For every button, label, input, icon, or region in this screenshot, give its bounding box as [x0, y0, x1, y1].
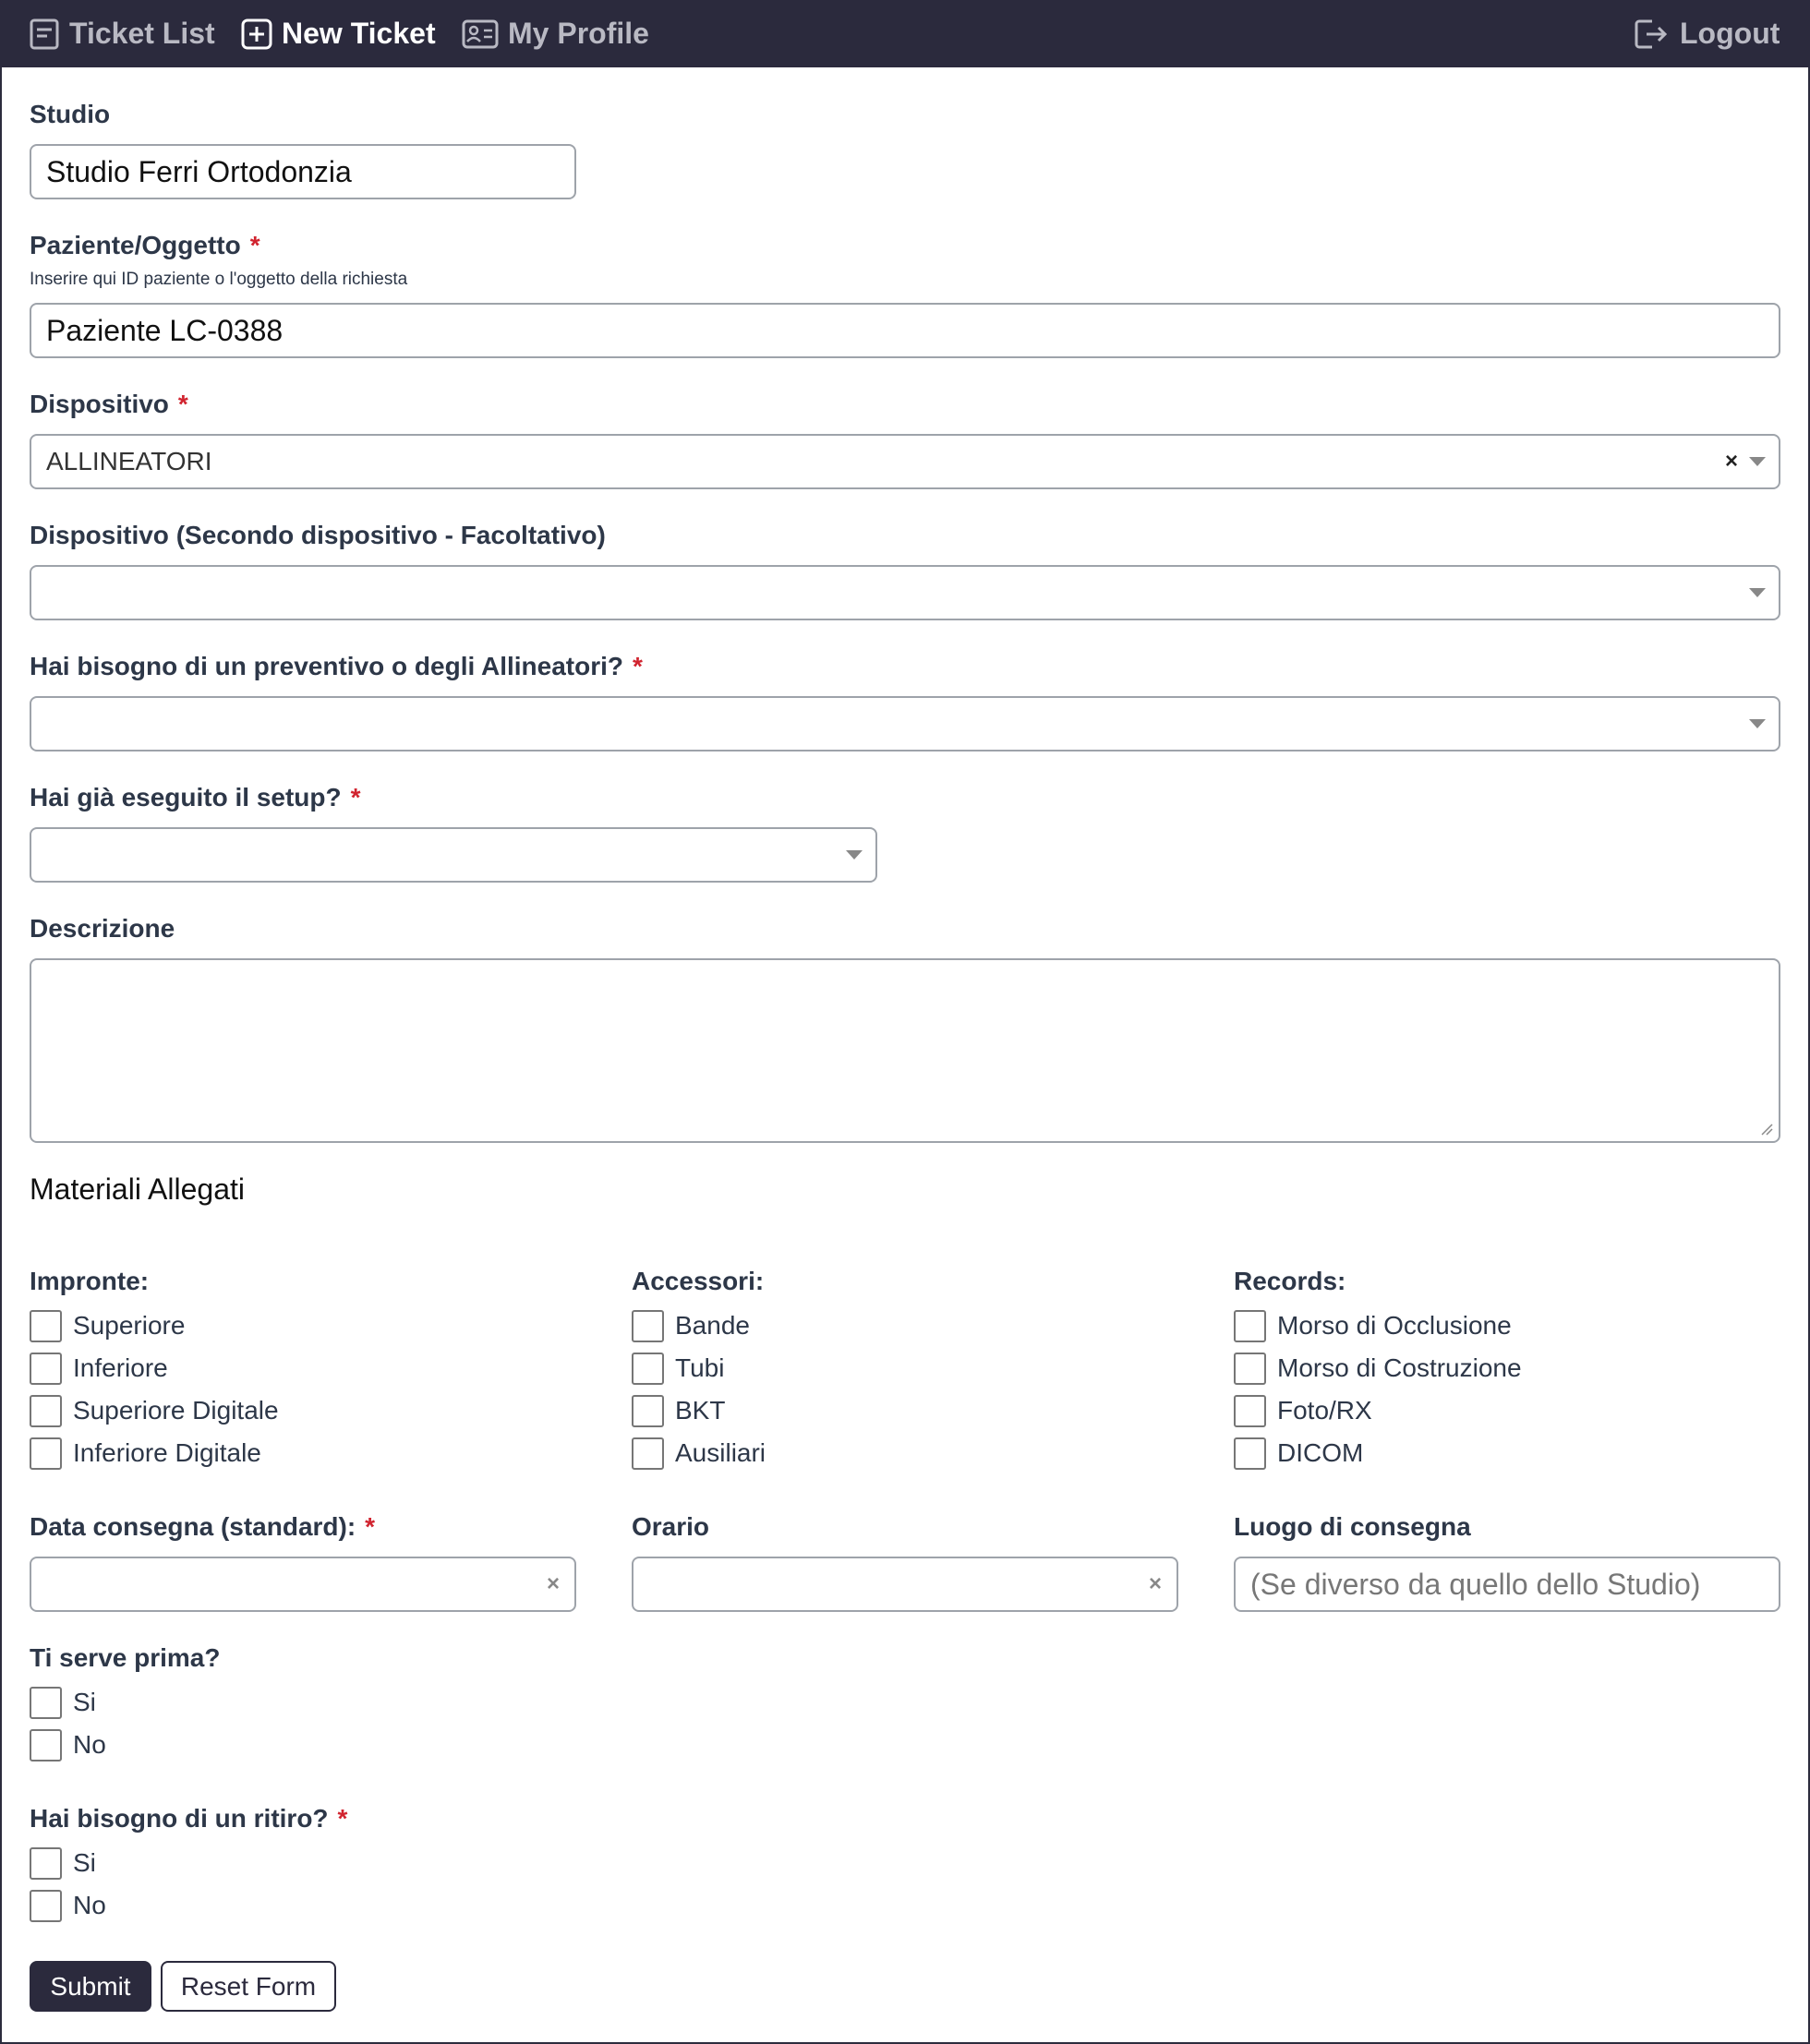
clear-icon[interactable]: ×: [1724, 449, 1738, 474]
new-ticket-icon: [241, 18, 272, 50]
checkbox[interactable]: [30, 1437, 62, 1470]
checkbox-label: Si: [73, 1848, 96, 1877]
setup-select[interactable]: [30, 827, 877, 883]
data-consegna-label: Data consegna (standard): *: [30, 1512, 376, 1541]
materiali-section-title: Materiali Allegati: [30, 1172, 245, 1206]
dispositivo-label: Dispositivo *: [30, 390, 188, 418]
luogo-label: Luogo di consegna: [1234, 1512, 1471, 1541]
checkbox-row[interactable]: [30, 1437, 261, 1470]
reset-form-button[interactable]: Reset Form: [161, 1961, 336, 2012]
required-marker: *: [177, 390, 188, 418]
profile-card-icon: [462, 18, 499, 50]
checkbox[interactable]: [1234, 1395, 1266, 1427]
checkbox-row[interactable]: [30, 1352, 168, 1385]
checkbox[interactable]: [1234, 1437, 1266, 1470]
checkbox-row[interactable]: [1234, 1309, 1512, 1342]
required-marker: *: [365, 1512, 376, 1541]
checkbox-label: No: [73, 1730, 106, 1759]
navbar: [0, 0, 1810, 67]
orario-label: Orario: [632, 1512, 710, 1541]
orario-input[interactable]: [632, 1557, 1178, 1612]
required-marker: *: [337, 1804, 348, 1833]
nav-new-ticket-label: New Ticket: [282, 17, 436, 50]
paziente-label: Paziente/Oggetto *: [30, 231, 260, 259]
studio-input[interactable]: [30, 144, 576, 199]
paziente-input[interactable]: [30, 303, 1780, 358]
paziente-value: Paziente LC-0388: [46, 313, 284, 347]
dispositivo2-label: Dispositivo (Secondo dispositivo - Facoltativo): [30, 521, 606, 549]
checkbox-label: Superiore Digitale: [73, 1396, 279, 1425]
ticket-list-icon: [29, 18, 60, 50]
checkbox[interactable]: [30, 1729, 62, 1761]
checkbox-label: Superiore: [73, 1311, 186, 1340]
nav-ticket-list[interactable]: [29, 0, 215, 67]
checkbox[interactable]: [632, 1353, 664, 1385]
checkbox-row[interactable]: [632, 1309, 750, 1342]
checkbox-row[interactable]: [1234, 1394, 1372, 1427]
chevron-down-icon: [846, 850, 863, 860]
accessori-title: Accessori:: [632, 1267, 765, 1295]
checkbox-label: Bande: [675, 1311, 750, 1340]
checkbox-row[interactable]: [30, 1889, 106, 1922]
chevron-down-icon: [1749, 588, 1766, 597]
nav-my-profile[interactable]: [462, 0, 649, 67]
dispositivo-value: ALLINEATORI: [46, 447, 212, 475]
records-title: Records:: [1234, 1267, 1346, 1295]
checkbox[interactable]: [632, 1437, 664, 1470]
dispositivo-select[interactable]: [30, 434, 1780, 489]
checkbox-label: Morso di Costruzione: [1277, 1353, 1522, 1382]
dispositivo2-select[interactable]: [30, 565, 1780, 620]
checkbox-row[interactable]: [30, 1686, 96, 1719]
nav-my-profile-label: My Profile: [508, 17, 649, 50]
clear-icon[interactable]: ×: [546, 1571, 560, 1596]
checkbox-label: Ausiliari: [675, 1438, 766, 1467]
luogo-placeholder: (Se diverso da quello dello Studio): [1250, 1567, 1701, 1601]
studio-label: Studio: [30, 100, 111, 128]
checkbox[interactable]: [30, 1890, 62, 1922]
data-consegna-input[interactable]: [30, 1557, 576, 1612]
checkbox-row[interactable]: [30, 1846, 96, 1880]
checkbox-row[interactable]: [30, 1728, 106, 1761]
chevron-down-icon: [1749, 719, 1766, 728]
nav-logout-label: Logout: [1680, 17, 1780, 50]
checkbox-label: Inferiore Digitale: [73, 1438, 261, 1467]
checkbox[interactable]: [1234, 1353, 1266, 1385]
nav-ticket-list-label: Ticket List: [69, 17, 215, 50]
resize-handle-icon[interactable]: [1760, 1123, 1773, 1136]
clear-icon[interactable]: ×: [1148, 1571, 1162, 1596]
checkbox-row[interactable]: [632, 1437, 766, 1470]
checkbox[interactable]: [1234, 1310, 1266, 1342]
checkbox-row[interactable]: [1234, 1352, 1522, 1385]
checkbox-label: BKT: [675, 1396, 726, 1425]
nav-new-ticket[interactable]: [241, 0, 436, 67]
required-marker: *: [249, 231, 260, 259]
checkbox-label: Si: [73, 1688, 96, 1716]
checkbox[interactable]: [30, 1847, 62, 1880]
checkbox-row[interactable]: [30, 1394, 279, 1427]
paziente-help-text: Inserire qui ID paziente o l'oggetto della richiesta: [30, 270, 408, 289]
checkbox-label: DICOM: [1277, 1438, 1364, 1467]
nav-logout[interactable]: [1634, 0, 1780, 67]
checkbox-label: Foto/RX: [1277, 1396, 1372, 1425]
descrizione-textarea[interactable]: [30, 958, 1780, 1143]
checkbox-row[interactable]: [632, 1352, 724, 1385]
preventivo-label: Hai bisogno di un preventivo o degli Allineatori? *: [30, 652, 643, 680]
setup-label: Hai già eseguito il setup? *: [30, 783, 361, 812]
descrizione-label: Descrizione: [30, 914, 175, 943]
chevron-down-icon: [1749, 457, 1766, 466]
checkbox[interactable]: [30, 1395, 62, 1427]
checkbox-row[interactable]: [30, 1309, 185, 1342]
checkbox-label: No: [73, 1891, 106, 1919]
required-marker: *: [350, 783, 361, 812]
checkbox[interactable]: [30, 1353, 62, 1385]
logout-icon: [1634, 18, 1671, 50]
submit-button[interactable]: Submit: [30, 1961, 151, 2012]
checkbox[interactable]: [632, 1310, 664, 1342]
studio-value: Studio Ferri Ortodonzia: [46, 154, 352, 188]
preventivo-select[interactable]: [30, 696, 1780, 751]
checkbox[interactable]: [30, 1687, 62, 1719]
checkbox[interactable]: [632, 1395, 664, 1427]
checkbox-label: Morso di Occlusione: [1277, 1311, 1512, 1340]
checkbox-label: Inferiore: [73, 1353, 168, 1382]
impronte-title: Impronte:: [30, 1267, 150, 1295]
checkbox[interactable]: [30, 1310, 62, 1342]
required-marker: *: [633, 652, 643, 680]
checkbox-label: Tubi: [675, 1353, 725, 1382]
checkbox-row[interactable]: [632, 1394, 725, 1427]
ti-serve-prima-label: Ti serve prima?: [30, 1643, 221, 1672]
ritiro-label: Hai bisogno di un ritiro? *: [30, 1804, 348, 1833]
luogo-input[interactable]: [1234, 1557, 1780, 1612]
checkbox-row[interactable]: [1234, 1437, 1363, 1470]
